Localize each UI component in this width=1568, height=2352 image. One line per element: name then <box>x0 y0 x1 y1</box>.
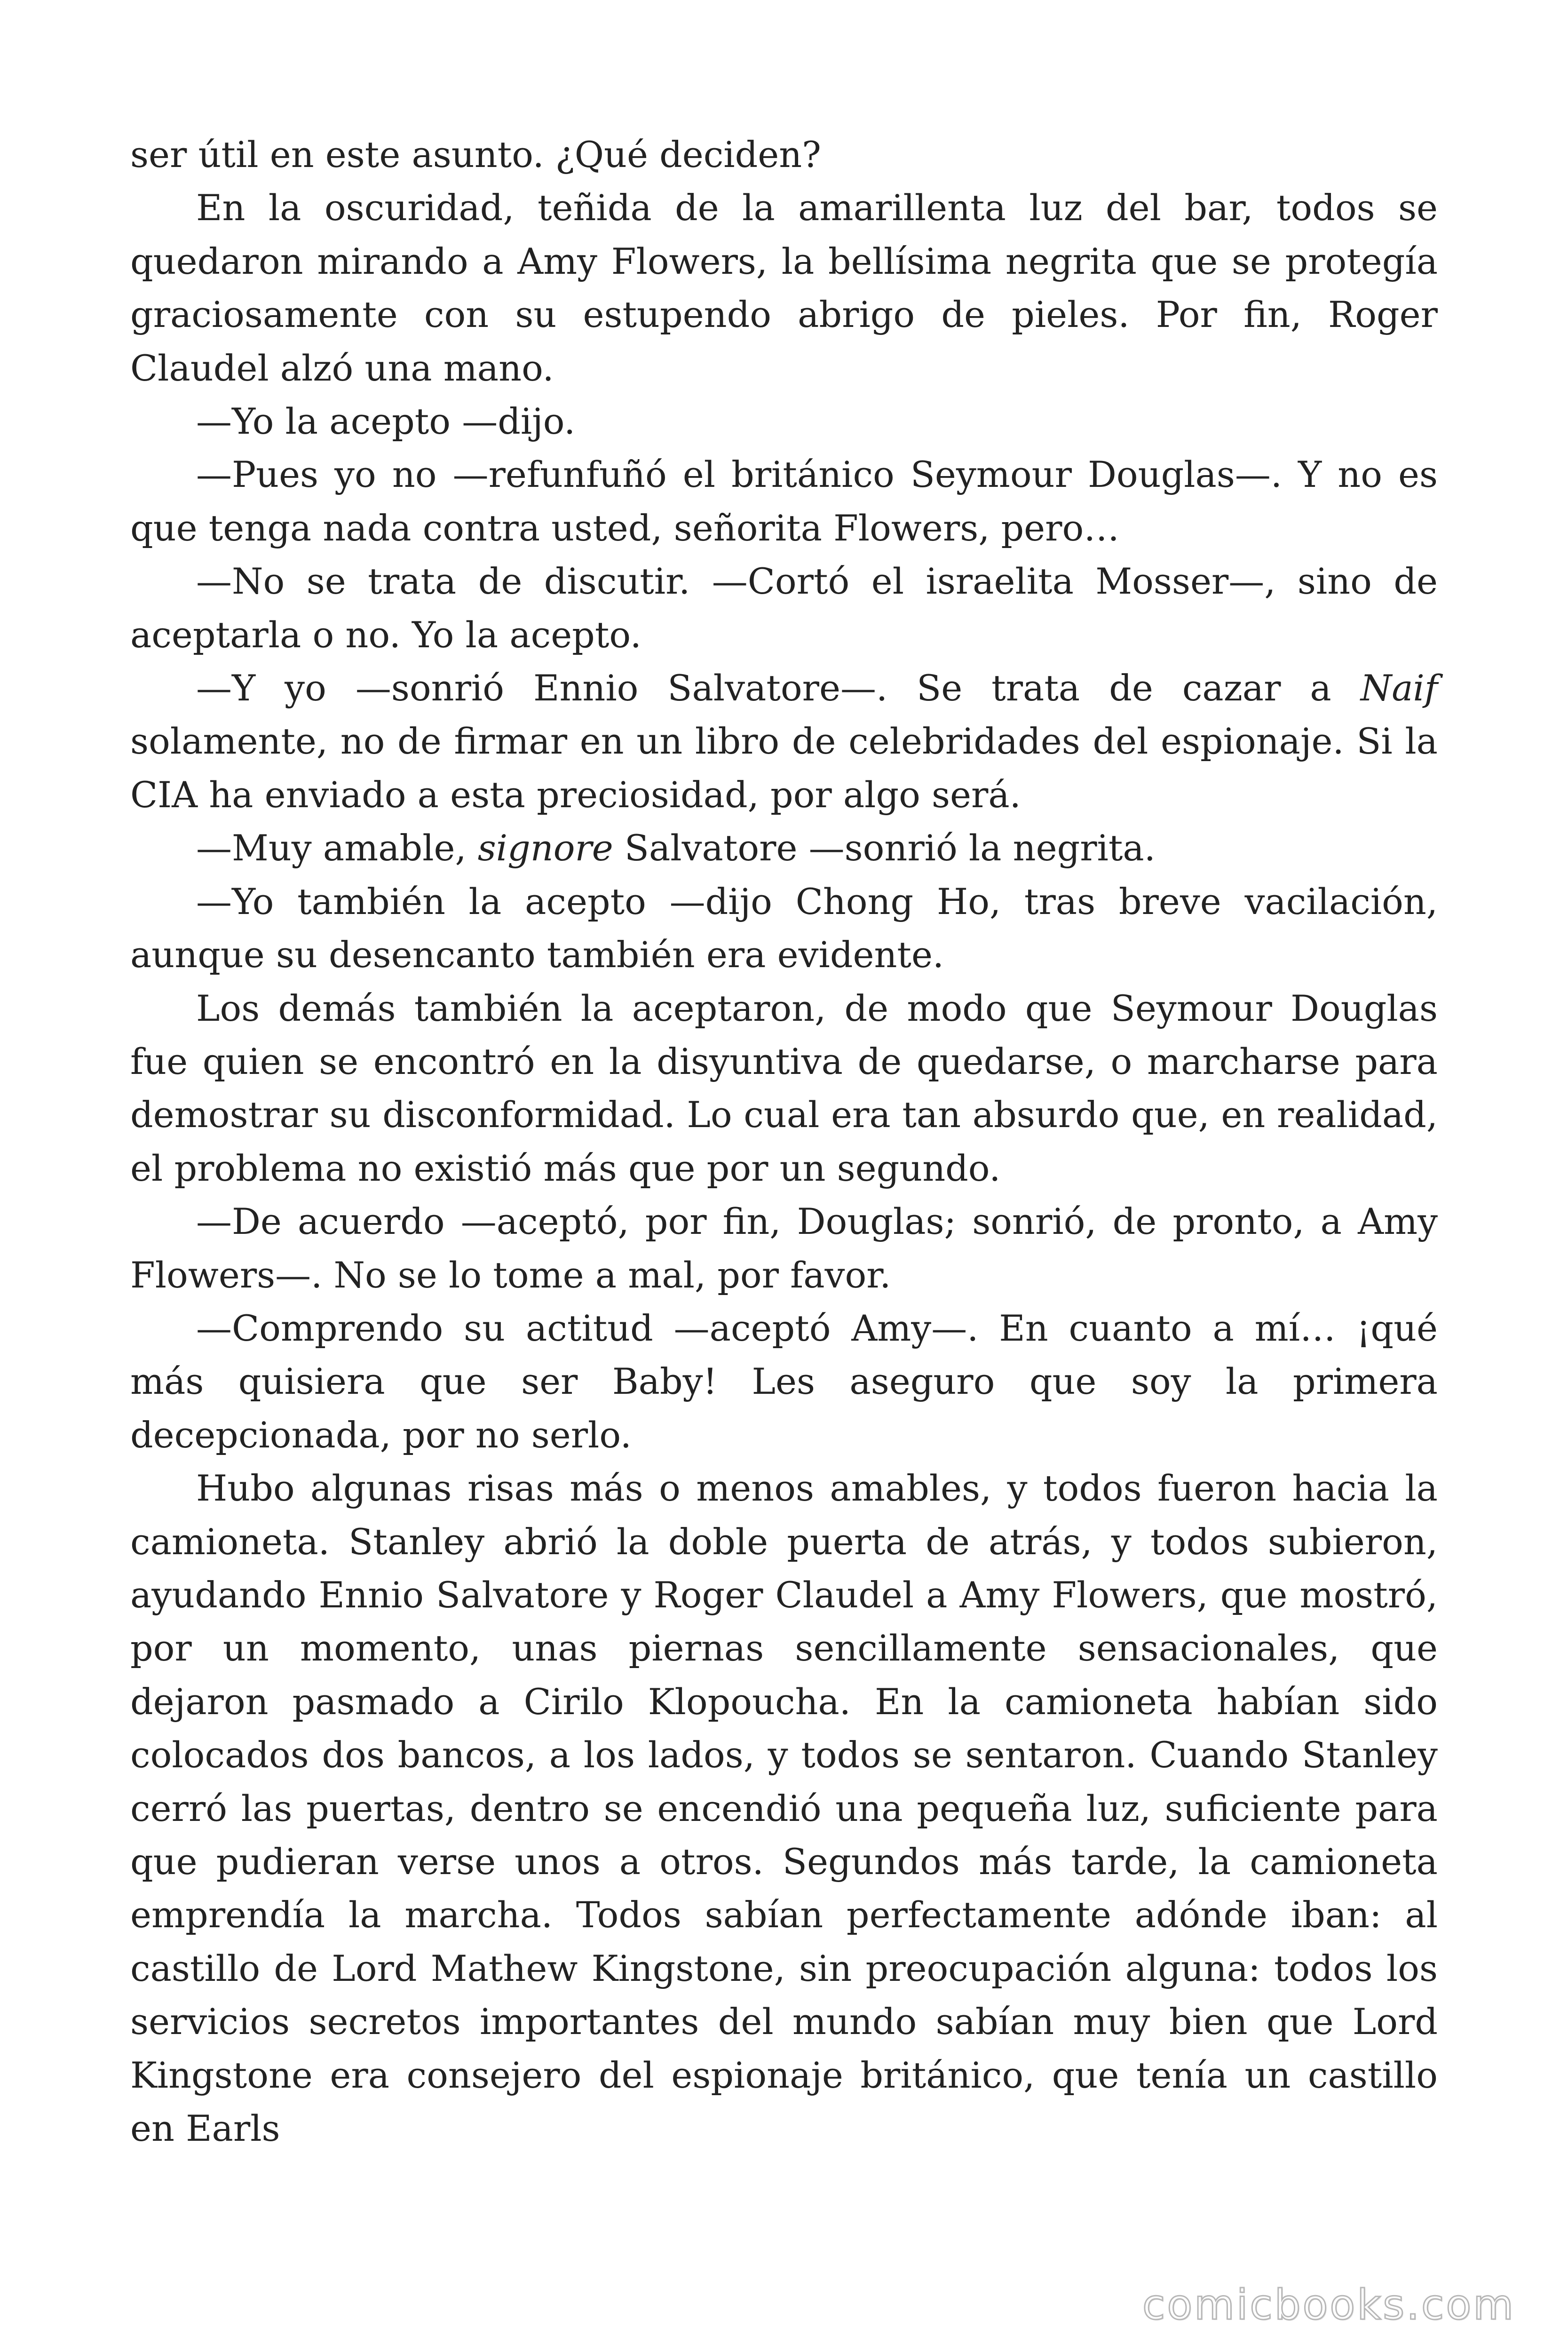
paragraph-6-start: —Y yo —sonrió Ennio Salvatore—. Se trata de cazar a <box>196 667 1361 709</box>
paragraph-7-start: —Muy amable, <box>196 827 478 869</box>
body-text <box>130 128 1438 2155</box>
paragraph-12: Hubo algunas risas más o menos amables, y todos fueron hacia la camioneta. Stanley abrió la doble puerta de atrás, y todos subieron, ayudando Ennio Salvatore y Roger Claudel a Amy Flowers, que mostró, por un momento, unas piernas sencillamente sensacionales, que dejaron pasmado a Cirilo Klopoucha. En la camioneta habían sido colocados dos bancos, a los lados, y todos se sentaron. Cuando Stanley cerró las puertas, dentro se encendió una pequeña luz, suficiente para que pudieran verse unos a otros. Segundos más tarde, la camioneta emprendía la marcha. Todos sabían perfectamente adónde iban: al castillo de Lord Mathew Kingstone, sin preocupación alguna: todos los servicios secretos importantes del mundo sabían muy bien que Lord Kingstone era consejero del espionaje británico, que tenía un castillo en Earls <box>130 1467 1438 2150</box>
paragraph-6-end: solamente, no de firmar en un libro de celebridades del espionaje. Si la CIA ha enviado a esta preciosidad, por algo será. <box>130 720 1438 816</box>
paragraph-3: —Yo la acepto —dijo. <box>196 400 576 443</box>
watermark-logo: comicbooks.com <box>1142 2280 1515 2329</box>
paragraph-9: Los demás también la aceptaron, de modo que Seymour Douglas fue quien se encontró en la disyuntiva de quedarse, o marcharse para demostrar su disconformidad. Lo cual era tan absurdo que, en realidad, el problema no existió más que por un segundo. <box>130 987 1438 1189</box>
italic-naif: Naif <box>1360 667 1438 709</box>
paragraph-7 <box>130 821 1438 874</box>
italic-signore: signore <box>477 827 613 869</box>
paragraph-8: —Yo también la acepto —dijo Chong Ho, tras breve vacilación, aunque su desencanto también era evidente. <box>130 880 1438 976</box>
paragraph-1: ser útil en este asunto. ¿Qué deciden? <box>130 134 821 175</box>
paragraph-5: —No se trata de discutir. —Cortó el israelita Mosser—, sino de aceptarla o no. Yo la acepto. <box>130 560 1438 656</box>
paragraph-2: En la oscuridad, teñida de la amarillenta luz del bar, todos se quedaron mirando a Amy Flowers, la bellísima negrita que se protegía graciosamente con su estupendo abrigo de pieles. Por fin, Roger Claudel alzó una mano. <box>130 187 1438 389</box>
paragraph-7-end: Salvatore —sonrió la negrita. <box>613 827 1156 869</box>
paragraph-6 <box>130 661 1438 821</box>
paragraph-4: —Pues yo no —refunfuñó el británico Seymour Douglas—. Y no es que tenga nada contra usted, señorita Flowers, pero… <box>130 453 1438 549</box>
paragraph-10: —De acuerdo —aceptó, por fin, Douglas; sonrió, de pronto, a Amy Flowers—. No se lo tome a mal, por favor. <box>130 1200 1438 1296</box>
paragraph-11: —Comprendo su actitud —aceptó Amy—. En cuanto a mí… ¡qué más quisiera que ser Baby! Les aseguro que soy la primera decepcionada, por no serlo. <box>130 1307 1438 1456</box>
